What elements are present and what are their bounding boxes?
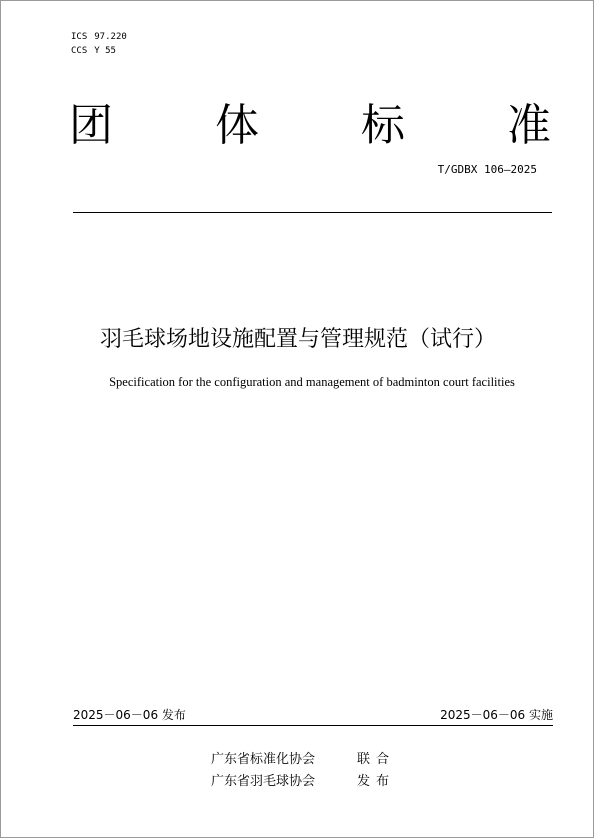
ccs-code xyxy=(71,44,127,58)
publisher-line xyxy=(211,749,395,771)
standard-type-heading xyxy=(67,101,553,151)
bottom-divider xyxy=(73,725,553,726)
date-row xyxy=(73,707,553,723)
standard-type-char: 体 xyxy=(215,100,259,151)
publish-date: 2025－06－06 发布 xyxy=(73,708,186,722)
ccs-value: Y 55 xyxy=(94,46,116,56)
publisher-role: 联合 xyxy=(357,752,396,767)
ccs-label: CCS xyxy=(71,46,88,56)
publishers-block xyxy=(211,749,395,793)
publisher-role: 发布 xyxy=(357,774,396,789)
publisher-org: 广东省标准化协会 xyxy=(211,752,316,767)
ics-value: 97.220 xyxy=(94,32,127,42)
top-divider xyxy=(73,212,552,213)
ics-code xyxy=(71,30,127,44)
document-title-chinese: 羽毛球场地设施配置与管理规范（试行） xyxy=(99,327,496,352)
standard-number: T/GDBX 106—2025 xyxy=(437,163,537,176)
classification-codes xyxy=(71,30,127,58)
standard-type-char: 团 xyxy=(69,100,113,151)
implement-date: 2025－06－06 实施 xyxy=(440,708,553,722)
publisher-org: 广东省羽毛球协会 xyxy=(211,774,316,789)
standard-type-char: 标 xyxy=(361,100,405,151)
ics-label: ICS xyxy=(71,32,88,42)
publisher-line xyxy=(211,771,395,793)
standard-type-char: 准 xyxy=(507,100,551,151)
document-title-english: Specification for the configuration and management of badminton court facilities xyxy=(109,375,515,389)
